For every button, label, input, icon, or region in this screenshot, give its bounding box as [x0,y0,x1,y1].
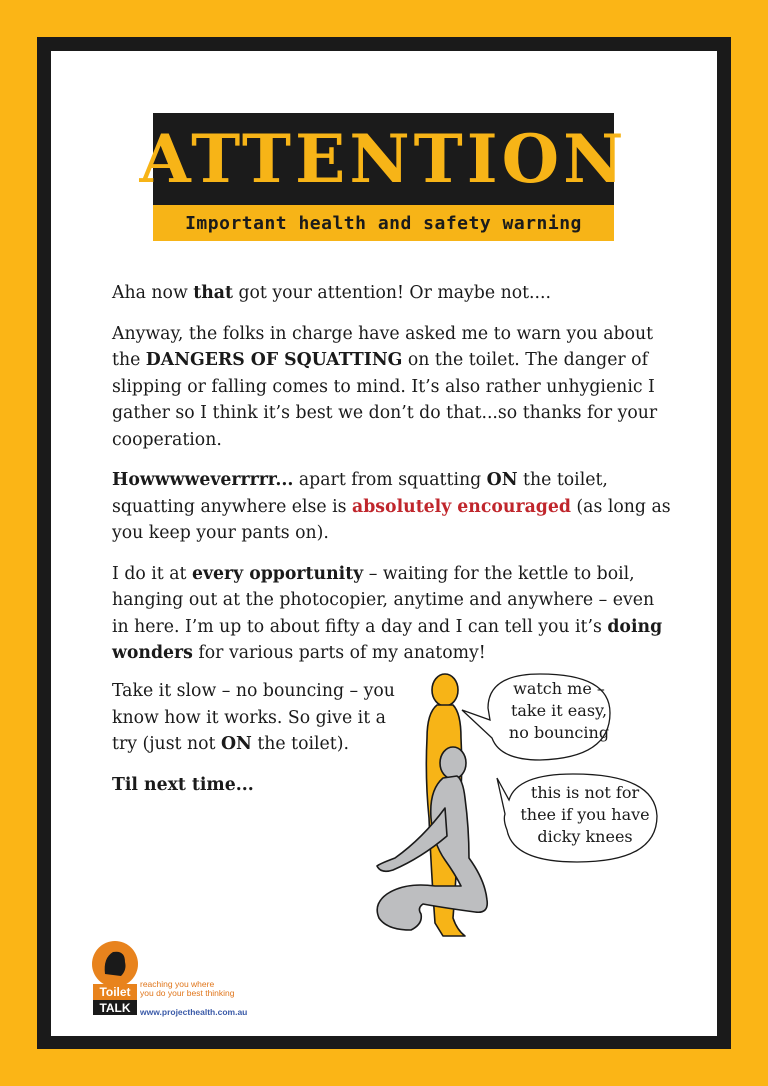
banner-title-block [139,113,628,205]
highlight-text: absolutely encouraged [352,496,571,517]
text: apart from squatting [293,470,487,490]
bold-text: that [193,283,233,303]
bold-text: DANGERS OF SQUATTING [145,350,403,370]
toilet-talk-logo [91,940,139,1016]
text: (as long as you keep your pants on). [112,496,671,543]
paragraph-opportunity [112,561,672,667]
bold-text: every opportunity [192,563,364,584]
bubble-line: this is not for [530,783,640,802]
bubble-line: take it easy, [510,701,608,720]
text: Aha now [112,283,194,303]
paragraph-however [112,467,672,547]
speech-bubble-bottom-text [510,782,660,848]
paragraph-warning [112,321,672,454]
main-text [112,280,672,681]
banner-subtitle: Important health and safety warning [185,212,582,234]
text: – waiting for the kettle to boil, hanging out at the photocopier, anytime and anywhere – even in here. I’m up to about fifty a day and I can tell you it’s [112,563,655,637]
bubble-line: dicky knees [537,827,633,846]
tagline-line: reaching you where [140,979,215,989]
speech-bubble-top-text [500,678,618,744]
text: the toilet, squatting anywhere else is [112,470,608,517]
logo-tagline [140,980,235,998]
text: for various parts of my anatomy! [192,643,486,663]
bold-text: ON [220,734,252,754]
tagline-line: you do your best thinking [140,988,235,998]
text: on the toilet. The danger of slipping or falling comes to mind. It’s also rather unhygienic I gather so I think it’s best we don’t do that...so thanks for your cooperation. [112,350,658,450]
logo-url[interactable]: www.projecthealth.com.au [140,1007,248,1017]
bold-text: Howwwweverrrrr... [112,470,294,490]
logo-word-toilet: Toilet [99,985,131,999]
attention-banner [139,113,628,241]
bubble-line: watch me – [513,679,605,698]
bold-text: ON [486,470,518,490]
paragraph-intro [112,280,672,307]
bubble-line: thee if you have [520,805,650,824]
logo-word-talk: TALK [99,1001,131,1015]
banner-subtitle-block [153,205,614,241]
text: Take it slow – no bouncing – you know how it works. So give it a try (just not [112,681,395,754]
text: I do it at [112,563,192,584]
bold-text: doing wonders [112,616,663,663]
text: Anyway, the folks in charge have asked me to warn you about the [112,323,654,370]
banner-title: ATTENTION [139,120,628,198]
text: got your attention! Or maybe not.... [232,283,552,303]
bubble-line: no bouncing [508,723,610,742]
sign-off: Til next time... [112,774,254,795]
text: the toilet). [251,734,349,754]
